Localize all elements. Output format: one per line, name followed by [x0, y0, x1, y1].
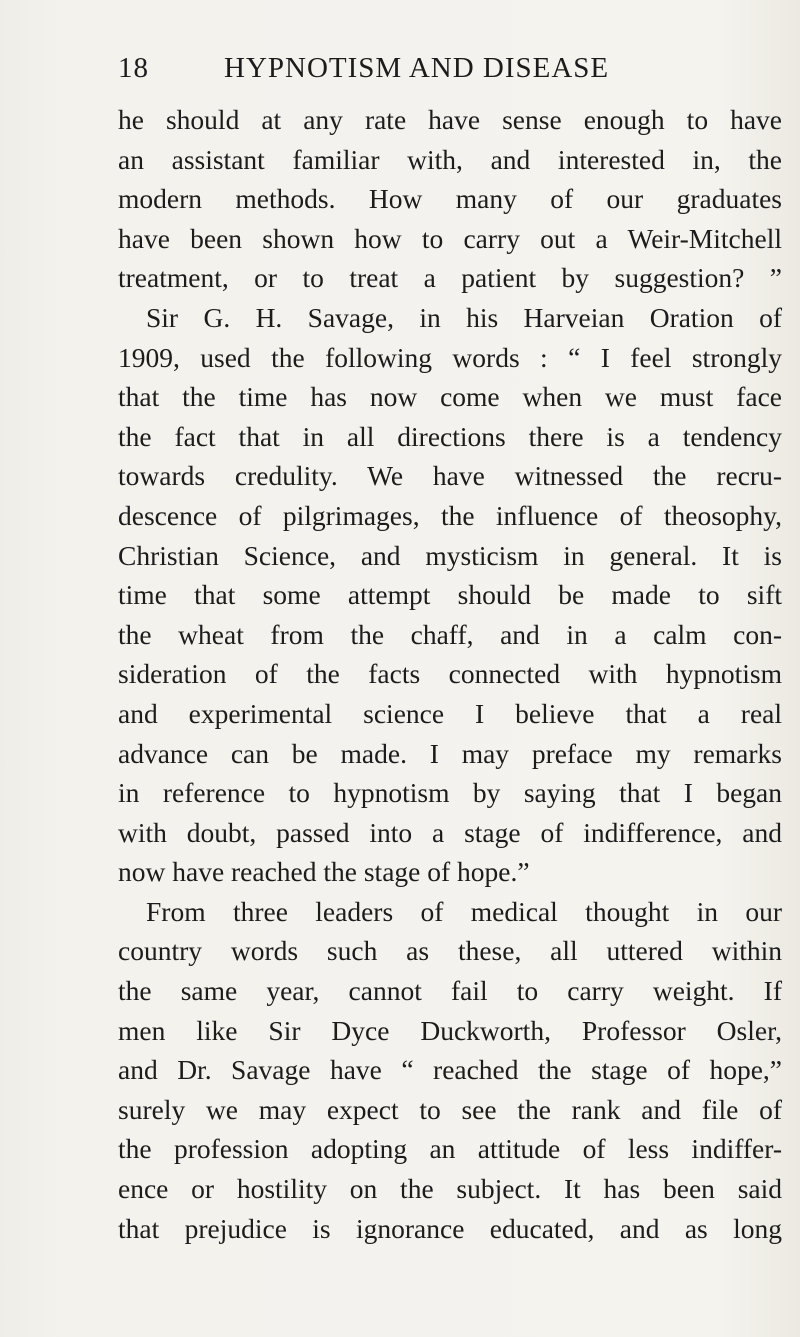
text-line: he should at any rate have sense enough to have: [118, 104, 782, 135]
text-line: Christian Science, and mysticism in general. It is: [118, 539, 782, 571]
running-title: HYPNOTISM AND DISEASE: [224, 52, 610, 84]
text-line: the wheat from the chaff, and in a calm con-: [118, 618, 782, 650]
text-line: modern methods. How many of our graduates: [118, 183, 782, 215]
text-line: in reference to hypnotism by saying that I began: [118, 777, 782, 809]
text-line: that the time has now come when we must face: [118, 381, 782, 413]
text-line: time that some attempt should be made to sift: [118, 579, 782, 611]
text-line: have been shown how to carry out a Weir-Mitchell: [118, 222, 782, 254]
text-line: ence or hostility on the subject. It has been said: [118, 1173, 782, 1205]
text-line: that prejudice is ignorance educated, and as long: [118, 1212, 782, 1244]
page-number: 18: [118, 52, 149, 84]
paragraph-start-line: Sir G. H. Savage, in his Harveian Oration of: [146, 301, 782, 333]
text-line: an assistant familiar with, and interested in, the: [118, 143, 782, 175]
text-line: treatment, or to treat a patient by suggestion? ”: [118, 262, 782, 294]
page-header: [118, 52, 758, 92]
text-line: country words such as these, all uttered within: [118, 935, 782, 967]
text-line: with doubt, passed into a stage of indifference, and: [118, 816, 782, 848]
text-line: the profession adopting an attitude of less indiffer-: [118, 1133, 782, 1165]
text-line: the same year, cannot fail to carry weight. If: [118, 975, 782, 1007]
text-line: 1909, used the following words : “ I feel strongly: [118, 341, 782, 373]
text-line: descence of pilgrimages, the influence of theosophy,: [118, 499, 782, 531]
text-line: and experimental science I believe that a real: [118, 697, 782, 729]
body-text: [118, 100, 782, 1248]
paragraph-end-line: now have reached the stage of hope.”: [118, 856, 530, 888]
text-line: sideration of the facts connected with hypnotism: [118, 658, 782, 690]
text-line: towards credulity. We have witnessed the recru-: [118, 460, 782, 492]
text-line: advance can be made. I may preface my remarks: [118, 737, 782, 769]
text-line: the fact that in all directions there is a tendency: [118, 420, 782, 452]
text-line: surely we may expect to see the rank and file of: [118, 1093, 782, 1125]
text-line: and Dr. Savage have “ reached the stage of hope,”: [118, 1054, 782, 1086]
text-line: men like Sir Dyce Duckworth, Professor Osler,: [118, 1014, 782, 1046]
paragraph-start-line: From three leaders of medical thought in our: [146, 895, 782, 927]
